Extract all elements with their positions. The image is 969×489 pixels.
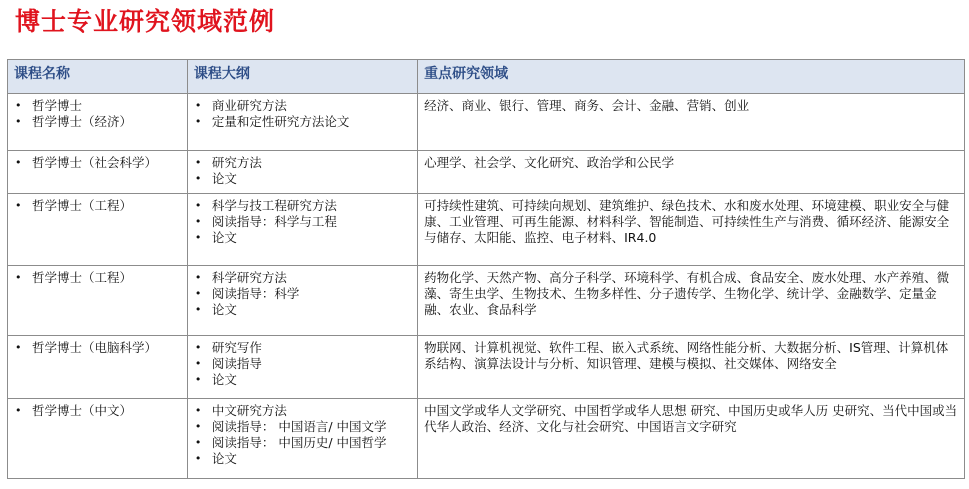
research-areas-table — [7, 59, 965, 479]
table-row — [8, 399, 965, 479]
syllabus-item: • 科学研究方法 — [194, 270, 411, 286]
syllabus-cell — [187, 194, 417, 266]
focus-cell — [418, 399, 965, 479]
syllabus-cell — [187, 266, 417, 336]
course-item: • 哲学博士（工程） — [14, 198, 181, 214]
focus-text: 经济、商业、银行、管理、商务、会计、金融、营销、创业 — [424, 98, 750, 113]
course-item: • 哲学博士（工程） — [14, 270, 181, 286]
syllabus-item: • 阅读指导 — [194, 356, 411, 372]
header-course: 课程名称 — [8, 60, 188, 94]
focus-text: 可持续性建筑、可持续向规划、建筑维护、绿色技术、水和废水处理、环境建模、职业安全与健康、工业管理、可再生能源、材料科学、智能制造、可持续性生产与消费、循环经济、能源安全与储存、太阳能、监控、电子材料、IR4.0 — [424, 198, 950, 245]
syllabus-cell — [187, 151, 417, 194]
syllabus-item: • 论文 — [194, 451, 411, 467]
course-item: • 哲学博士（电脑科学） — [14, 340, 181, 356]
syllabus-item: • 中文研究方法 — [194, 403, 411, 419]
course-cell — [8, 399, 188, 479]
syllabus-item: • 论文 — [194, 372, 411, 388]
syllabus-item: • 阅读指导：科学 — [194, 286, 411, 302]
course-cell — [8, 266, 188, 336]
course-cell — [8, 94, 188, 151]
syllabus-cell — [187, 94, 417, 151]
syllabus-cell — [187, 399, 417, 479]
focus-cell — [418, 151, 965, 194]
table-row — [8, 336, 965, 399]
syllabus-item: • 论文 — [194, 302, 411, 318]
syllabus-item: • 阅读指导： 中国历史/ 中国哲学 — [194, 435, 411, 451]
syllabus-cell — [187, 336, 417, 399]
syllabus-item: • 科学与技工程研究方法 — [194, 198, 411, 214]
syllabus-item: • 研究方法 — [194, 155, 411, 171]
syllabus-item: • 定量和定性研究方法论文 — [194, 114, 411, 130]
course-cell — [8, 194, 188, 266]
syllabus-item: • 研究写作 — [194, 340, 411, 356]
focus-cell — [418, 266, 965, 336]
focus-cell — [418, 194, 965, 266]
focus-text: 心理学、社会学、文化研究、政治学和公民学 — [424, 155, 675, 170]
header-syllabus: 课程大纲 — [187, 60, 417, 94]
course-item: • 哲学博士（中文） — [14, 403, 181, 419]
focus-cell — [418, 336, 965, 399]
course-cell — [8, 151, 188, 194]
page-title: 博士专业研究领域范例 — [15, 7, 276, 36]
header-focus: 重点研究领域 — [418, 60, 965, 94]
focus-cell — [418, 94, 965, 151]
syllabus-item: • 阅读指导：科学与工程 — [194, 214, 411, 230]
syllabus-item: • 论文 — [194, 230, 411, 246]
course-item: • 哲学博士（经济） — [14, 114, 181, 130]
table-row — [8, 94, 965, 151]
table-header-row — [8, 60, 965, 94]
course-item: • 哲学博士 — [14, 98, 181, 114]
focus-text: 中国文学或华人文学研究、中国哲学或华人思想 研究、中国历史或华人历 史研究、当代中国或当代华人政治、经济、文化与社会研究、中国语言文字研究 — [424, 403, 958, 434]
syllabus-item: • 阅读指导： 中国语言/ 中国文学 — [194, 419, 411, 435]
course-cell — [8, 336, 188, 399]
syllabus-item: • 商业研究方法 — [194, 98, 411, 114]
syllabus-item: • 论文 — [194, 171, 411, 187]
table-row — [8, 194, 965, 266]
table-row — [8, 151, 965, 194]
course-item: • 哲学博士（社会科学） — [14, 155, 181, 171]
focus-text: 药物化学、天然产物、高分子科学、环境科学、有机合成、食品安全、废水处理、水产养殖、微藻、寄生虫学、生物技术、生物多样性、分子遗传学、生物化学、统计学、金融数学、定量金融、农业、食品科学 — [424, 270, 950, 317]
focus-text: 物联网、计算机视觉、软件工程、嵌入式系统、网络性能分析、大数据分析、IS管理、计算机体系结构、演算法设计与分析、知识管理、建模与模拟、社交媒体、网络安全 — [424, 340, 949, 371]
table-row — [8, 266, 965, 336]
